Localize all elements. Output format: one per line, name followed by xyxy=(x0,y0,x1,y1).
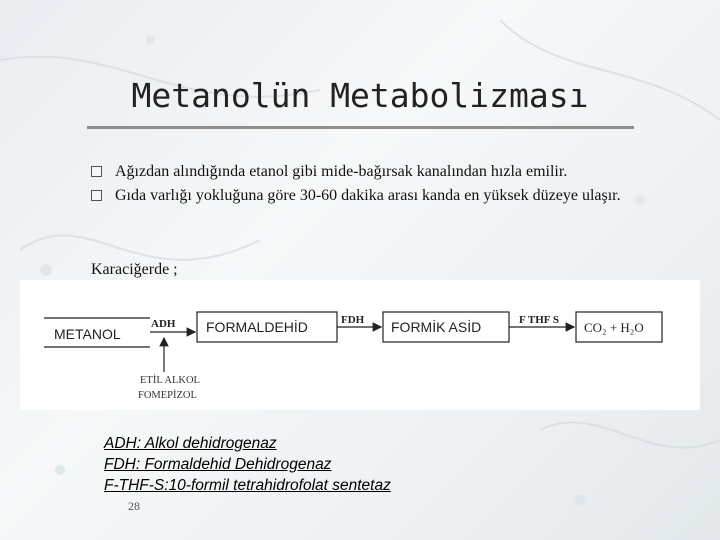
title-divider xyxy=(87,126,634,129)
abbreviation-list xyxy=(104,433,391,496)
methanol-pathway-diagram xyxy=(20,280,700,410)
formic-acid-label: FORMİK ASİD xyxy=(391,319,482,335)
abbrev-fdh: FDH: Formaldehid Dehidrogenaz xyxy=(104,456,332,473)
inhibitor-fomepizol: FOMEPİZOL xyxy=(138,390,197,401)
bullet-item xyxy=(91,161,691,183)
abbrev-fthfs: F-THF-S:10-formil tetrahidrofolat sentetaz xyxy=(104,477,391,494)
page-number: 28 xyxy=(128,499,140,513)
bullet-list xyxy=(91,161,691,209)
enzyme-adh: ADH xyxy=(151,318,176,330)
metanol-node xyxy=(44,318,150,347)
checkbox-bullet-icon xyxy=(91,190,102,201)
enzyme-fdh: FDH xyxy=(341,314,365,326)
slide-title: Metanolün Metabolizması xyxy=(131,76,589,115)
formaldehyde-label: FORMALDEHİD xyxy=(206,319,308,335)
metanol-label: METANOL xyxy=(54,326,121,342)
product-node xyxy=(576,312,662,342)
formic-acid-node xyxy=(383,312,509,342)
enzyme-fthfs: F THF S xyxy=(519,314,559,326)
inhibitor-etil-alkol: ETİL ALKOL xyxy=(140,375,200,386)
abbrev-adh: ADH: Alkol dehidrogenaz xyxy=(104,435,277,452)
bullet-text: Ağızdan alındığında etanol gibi mide-bağırsak kanalından hızla emilir. xyxy=(115,163,568,180)
product-label: CO₂ + H₂O xyxy=(584,320,644,335)
bullet-text: Gıda varlığı yokluğuna göre 30-60 dakika arası kanda en yüksek düzeye ulaşır. xyxy=(115,187,621,204)
liver-label: Karaciğerde ; xyxy=(91,261,178,278)
bullet-item xyxy=(91,185,691,207)
checkbox-bullet-icon xyxy=(91,166,102,177)
formaldehyde-node xyxy=(197,312,337,342)
